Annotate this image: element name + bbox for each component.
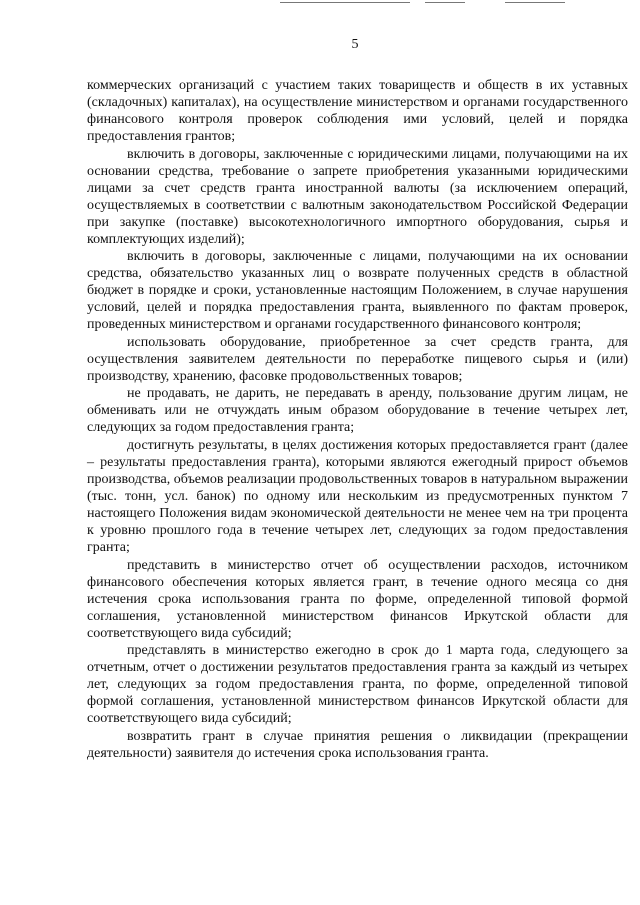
top-rule [280, 2, 410, 3]
top-edge-rules [280, 2, 600, 4]
paragraph: не продавать, не дарить, не передавать в аренду, пользование другим лицам, не обменивать или не отчуждать иным образом оборудование в течение четырех лет, следующих за годом предоставления гранта; [87, 386, 628, 436]
paragraph: представить в министерство отчет об осуществлении расходов, источником финансового обеспечения которых является грант, в течение одного месяца со дня истечения срока использования гранта по форме, определенной типовой формой соглашения, установленной министерством финансов Иркутской области для соответствующего вида субсидий; [87, 557, 628, 641]
top-rule [505, 2, 565, 3]
paragraph: использовать оборудование, приобретенное за счет средств гранта, для осуществления заявителем деятельности по переработке пищевого сырья и (или) производству, хранению, фасовке продовольственных товаров; [87, 334, 628, 384]
document-body [87, 77, 628, 762]
paragraph: включить в договоры, заключенные с лицами, получающими на их основании средства, обязательство указанных лиц о возврате полученных средств в областной бюджет в порядке и сроки, установленные настоящим Положением, в случае нарушения условий, целей и порядка предоставления гранта, выявленного по фактам проверок, проведенных министерством и органами государственного финансового контроля; [87, 249, 628, 333]
paragraph: возвратить грант в случае принятия решения о ликвидации (прекращении деятельности) заявителя до истечения срока использования гранта. [87, 728, 628, 761]
paragraph: достигнуть результаты, в целях достижения которых предоставляется грант (далее – результаты предоставления гранта), которыми являются ежегодный прирост объемов производства, объемов реализации продовольственных товаров в натуральном выражении (тыс. тонн, усл. банок) по одному или нескольким из предусмотренных пунктом 7 настоящего Положения видам экономической деятельности не менее чем на три процента к уровню прошлого года в течение четырех лет, следующих за годом предоставления гранта; [87, 437, 628, 555]
paragraph: представлять в министерство ежегодно в срок до 1 марта года, следующего за отчетным, отчет о достижении результатов предоставления гранта за каждый из четырех лет, следующих за годом предоставления гранта, по форме, определенной типовой формой соглашения, установленной министерством финансов Иркутской области для соответствующего вида субсидий; [87, 643, 628, 727]
paragraph: коммерческих организаций с участием таких товариществ и обществ в их уставных (складочных) капиталах), на осуществление министерством и органами государственного финансового контроля проверок соблюдения ими условий, целей и порядка предоставления грантов; [87, 78, 628, 144]
page-number: 5 [351, 37, 359, 52]
top-rule [425, 2, 465, 3]
paragraph: включить в договоры, заключенные с юридическими лицами, получающими на их основании средства, требование о запрете приобретения указанными юридическими лицами за счет средств гранта иностранной валюты (за исключением операций, осуществляемых в соответствии с валютным законодательством Российской Федерации при закупке (поставке) высокотехнологичного импортного оборудования, сырья и комплектующих изделий); [87, 146, 628, 247]
